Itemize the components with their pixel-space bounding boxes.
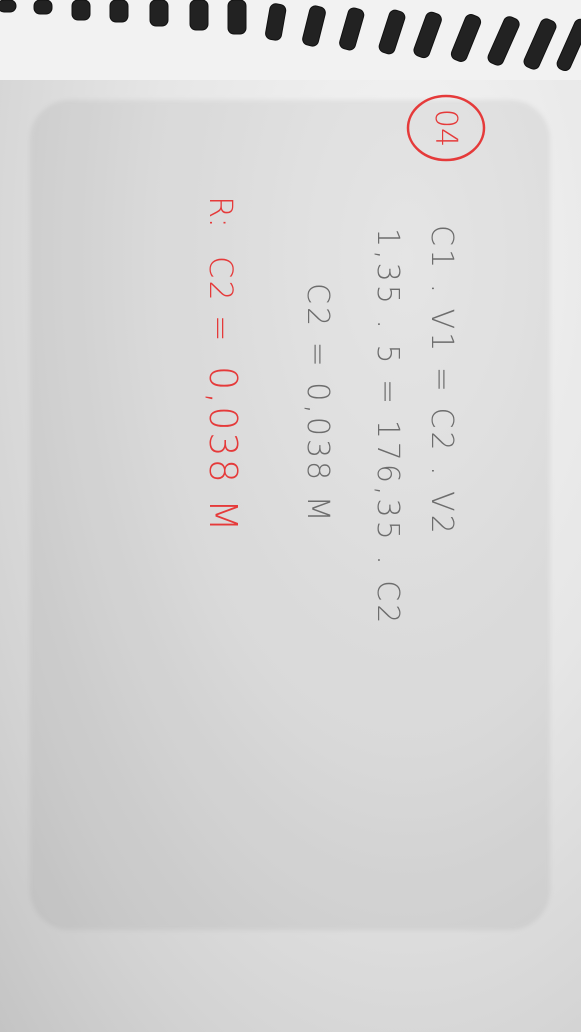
answer-value: 0,038 M <box>201 366 245 534</box>
answer-prefix: R: <box>202 196 240 229</box>
answer-label: C2 = <box>202 256 240 344</box>
equation-line-2: 1,35 . 5 = 176,35 . C2 <box>370 228 405 627</box>
equation-line-3: C2 = 0,038 M <box>300 283 335 525</box>
equation-line-1: C1 . V1 = C2 . V2 <box>424 225 459 537</box>
question-number: 04 <box>428 108 463 148</box>
